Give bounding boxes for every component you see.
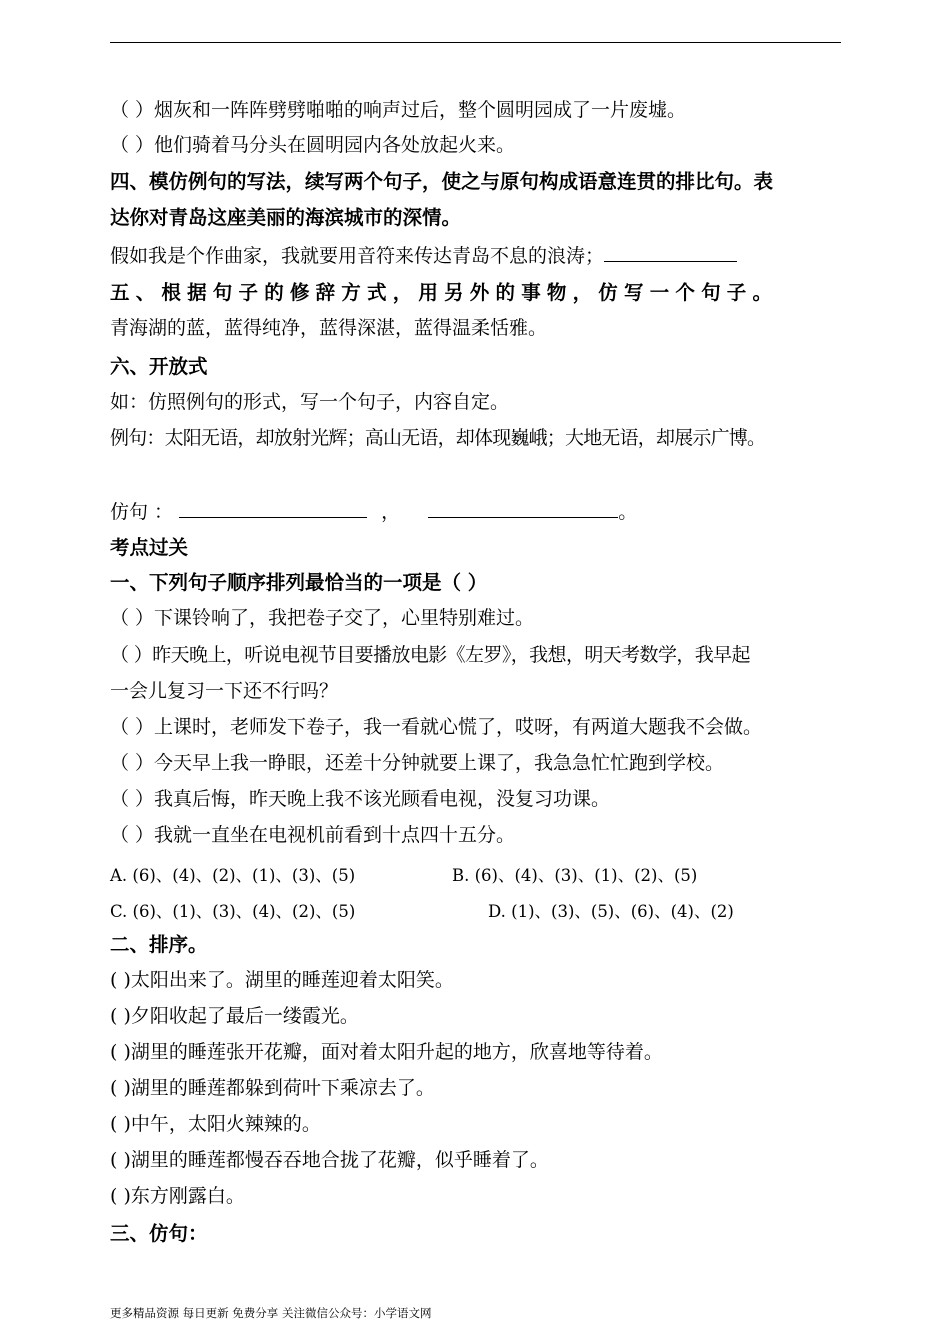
kaodian-heading: 考点过关 <box>110 536 189 559</box>
answer-blank[interactable] <box>604 243 737 262</box>
option-b[interactable]: B. (6)、(4)、(3)、(1)、(2)、(5) <box>452 866 698 885</box>
q1-item-3: （ ）上课时，老师发下卷子，我一看就心慌了，哎呀，有两道大题我不会做。 <box>110 716 763 738</box>
imitation-label: 仿句 ： <box>110 501 174 523</box>
q2-item-6: ( )湖里的睡莲都慢吞吞地合拢了花瓣，似乎睡着了。 <box>110 1149 549 1171</box>
imitation-period: 。 <box>618 501 638 523</box>
order-item-ruins: （ ）烟灰和一阵阵劈劈啪啪的响声过后，整个圆明园成了一片废墟。 <box>110 99 687 121</box>
section-4-title: 四、模仿例句的写法，续写两个句子，使之与原句构成语意连贯的排比句。表 <box>110 170 774 193</box>
q1-item-1: （ ）下课铃响了，我把卷子交了，心里特别难过。 <box>110 607 535 629</box>
q1-item-4: （ ）今天早上我一睁眼，还差十分钟就要上课了，我急急忙忙跑到学校。 <box>110 752 725 774</box>
q1-item-6: （ ）我就一直坐在电视机前看到十点四十五分。 <box>110 824 516 846</box>
option-a[interactable]: A. (6)、(4)、(2)、(1)、(3)、(5) <box>110 866 356 885</box>
option-d[interactable]: D. (1)、(3)、(5)、(6)、(4)、(2) <box>488 902 734 921</box>
question-1-title: 一、下列句子顺序排列最恰当的一项是（ ） <box>110 571 488 594</box>
page-footer: 更多精品资源 每日更新 免费分享 关注微信公众号：小学语文网 <box>110 1306 432 1320</box>
option-c[interactable]: C. (6)、(1)、(3)、(4)、(2)、(5) <box>110 902 356 921</box>
section-4-example <box>110 243 737 268</box>
q2-item-1: ( )太阳出来了。湖里的睡莲迎着太阳笑。 <box>110 969 454 991</box>
section-6-example: 例句：太阳无语，却放射光辉；高山无语，却体现巍峨；大地无语，却展示广博。 <box>110 427 766 449</box>
q2-item-7: ( )东方刚露白。 <box>110 1185 245 1207</box>
imitation-blank-2[interactable] <box>428 499 618 518</box>
section-6-intro: 如：仿照例句的形式，写一个句子，内容自定。 <box>110 391 510 413</box>
question-2-title: 二、排序。 <box>110 933 208 956</box>
section-6-title: 六、开放式 <box>110 355 208 378</box>
q2-item-2: ( )夕阳收起了最后一缕霞光。 <box>110 1005 359 1027</box>
imitation-comma: ， <box>381 501 401 523</box>
question-3-title: 三、仿句： <box>110 1222 208 1245</box>
q1-item-2: （ ）昨天晚上，听说电视节目要播放电影《左罗》，我想，明天考数学，我早起 <box>110 644 750 666</box>
section-5-title: 五、根据句子的修辞方式，用另外的事物，仿写一个句子。 <box>110 281 779 304</box>
order-item-fire: （ ）他们骑着马分头在圆明园内各处放起火来。 <box>110 134 516 156</box>
q2-item-4: ( )湖里的睡莲都躲到荷叶下乘凉去了。 <box>110 1077 435 1099</box>
q1-item-2-cont: 一会儿复习一下还不行吗？ <box>110 680 339 702</box>
header-rule <box>110 42 841 43</box>
imitation-line <box>110 499 637 524</box>
q1-item-5: （ ）我真后悔，昨天晚上我不该光顾看电视，没复习功课。 <box>110 788 611 810</box>
section-4-example-text: 假如我是个作曲家，我就要用音符来传达青岛不息的浪涛； <box>110 245 605 267</box>
section-4-title-cont: 达你对青岛这座美丽的海滨城市的深情。 <box>110 206 462 229</box>
imitation-blank-1[interactable] <box>179 499 367 518</box>
q2-item-5: ( )中午，太阳火辣辣的。 <box>110 1113 321 1135</box>
q2-item-3: ( )湖里的睡莲张开花瓣，面对着太阳升起的地方，欣喜地等待着。 <box>110 1041 663 1063</box>
section-5-sentence: 青海湖的蓝，蓝得纯净，蓝得深湛，蓝得温柔恬雅。 <box>110 317 548 339</box>
